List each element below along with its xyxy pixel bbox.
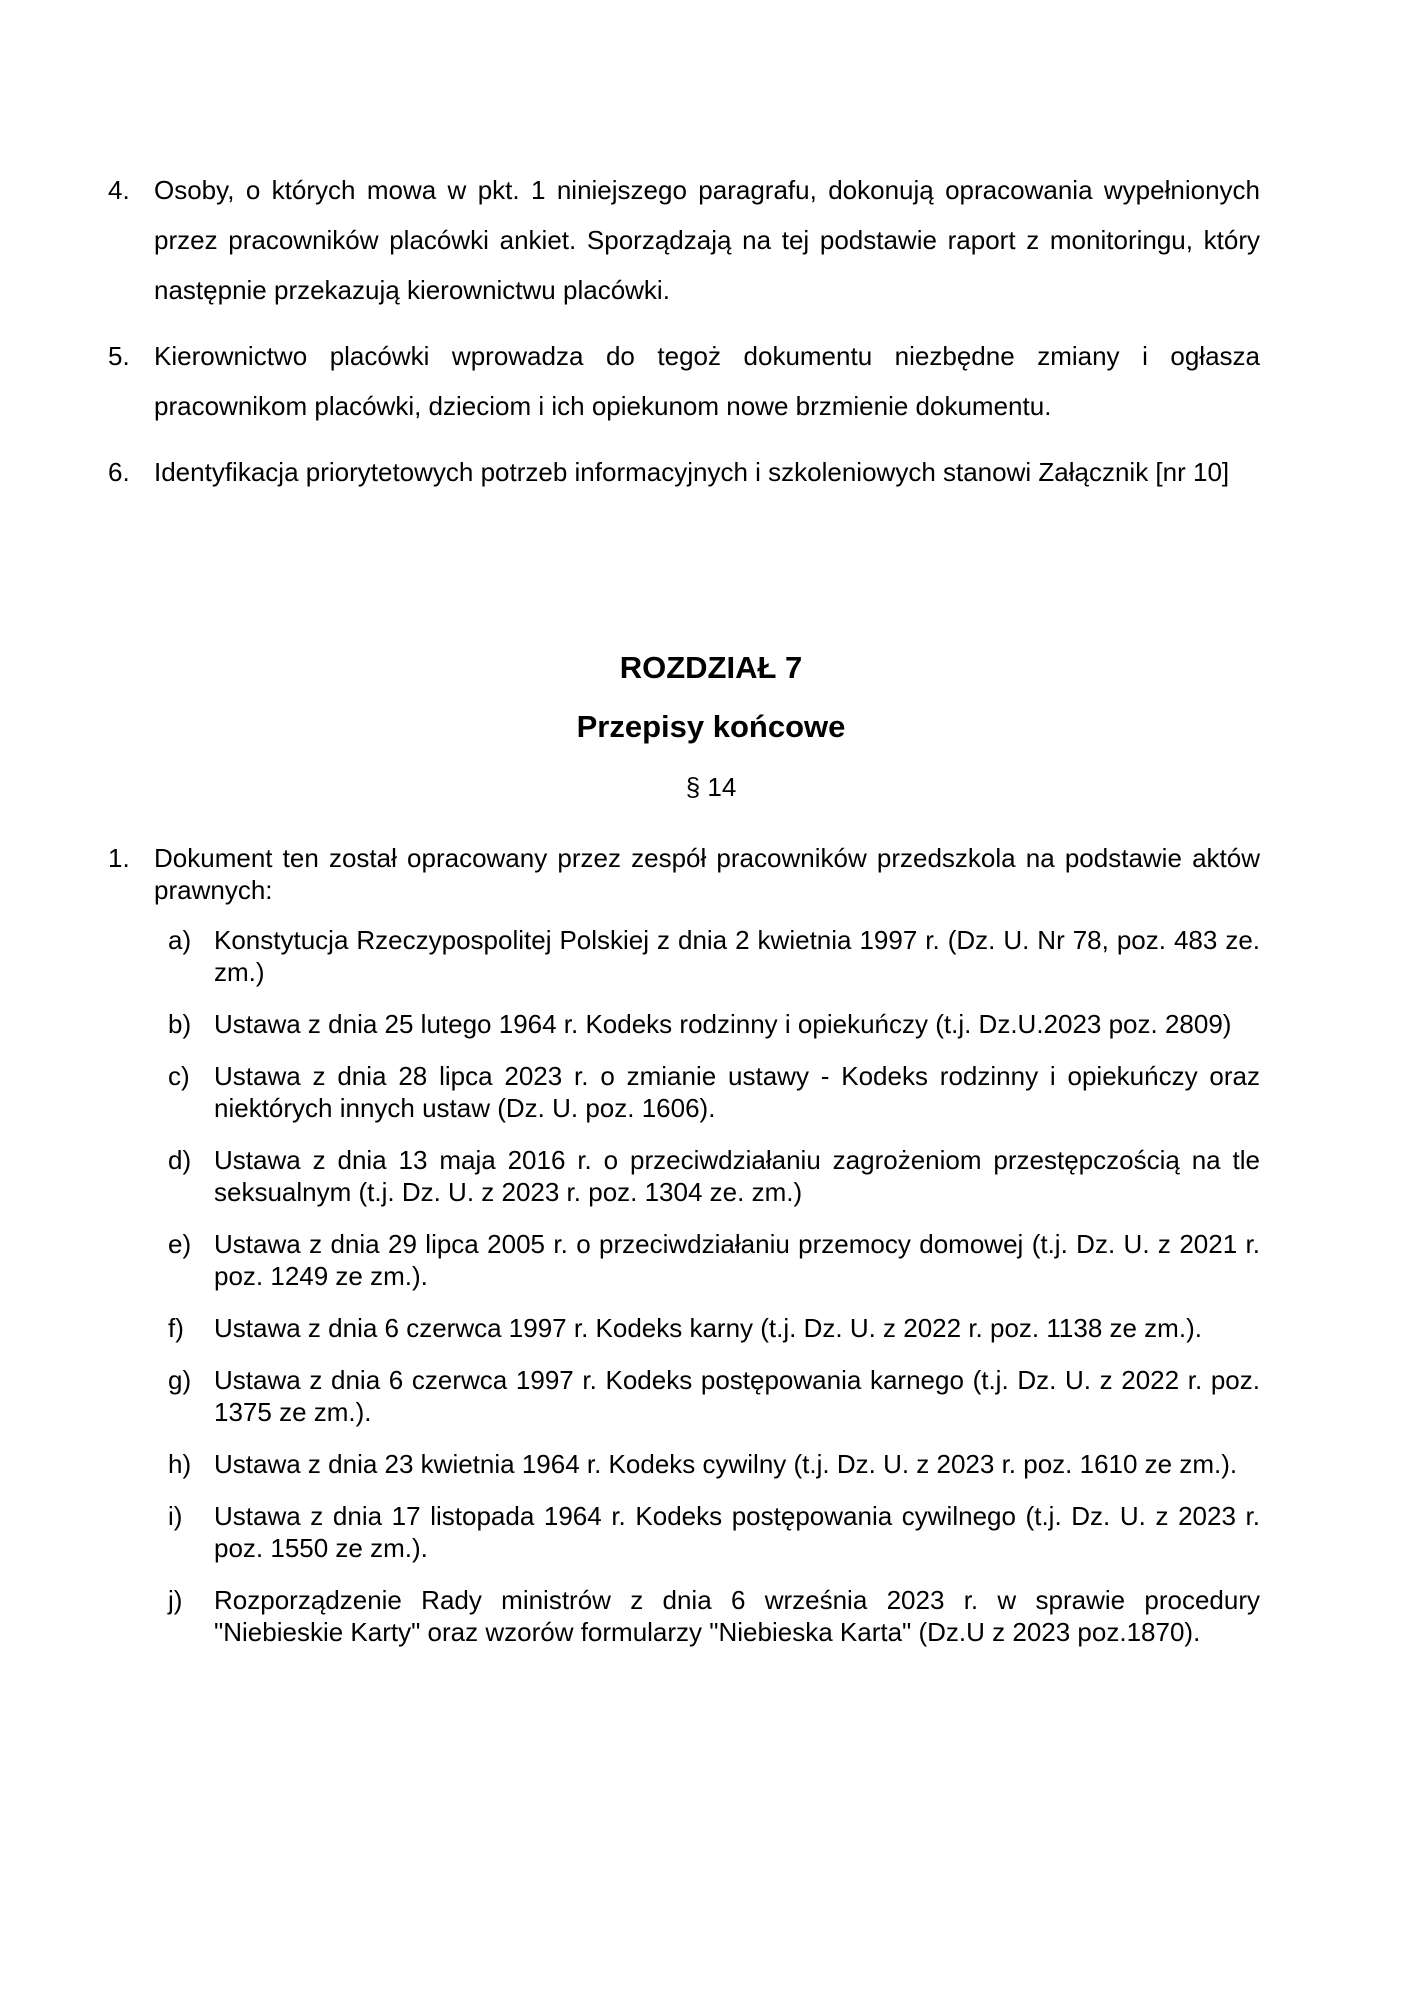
section-number: § 14 bbox=[685, 772, 737, 802]
sub-item-g bbox=[108, 1364, 1260, 1428]
sub-item-h bbox=[108, 1448, 1260, 1480]
sub-item-text: Ustawa z dnia 25 lutego 1964 r. Kodeks rodzinny i opiekuńczy (t.j. Dz.U.2023 poz. 2809) bbox=[214, 1009, 1232, 1039]
sub-item-a bbox=[108, 924, 1260, 988]
sub-item-letter: e) bbox=[168, 1229, 192, 1259]
sub-item-letter: h) bbox=[168, 1449, 192, 1479]
sub-item-letter: f) bbox=[168, 1313, 184, 1343]
top-numbered-list bbox=[108, 165, 1260, 513]
chapter-title: ROZDZIAŁ 7 bbox=[619, 650, 803, 685]
sub-item-e bbox=[108, 1228, 1260, 1292]
sub-item-i bbox=[108, 1500, 1260, 1564]
list-item-4 bbox=[108, 165, 1260, 315]
list-number: 4. bbox=[108, 175, 130, 205]
sub-item-d bbox=[108, 1144, 1260, 1208]
chapter-subtitle: Przepisy końcowe bbox=[576, 709, 846, 744]
sub-item-text: Ustawa z dnia 13 maja 2016 r. o przeciwdziałaniu zagrożeniom przestępczością na tle seksualnym (t.j. Dz. U. z 2023 r. poz. 1304 ze. zm.) bbox=[214, 1145, 1260, 1207]
sub-item-text: Rozporządzenie Rady ministrów z dnia 6 września 2023 r. w sprawie procedury "Niebieskie Karty" oraz wzorów formularzy "Niebieska Karta" (Dz.U z 2023 poz.1870). bbox=[214, 1585, 1260, 1647]
sub-item-c bbox=[108, 1060, 1260, 1124]
list-number: 1. bbox=[108, 843, 130, 873]
sub-item-letter: i) bbox=[168, 1501, 183, 1531]
sub-item-letter: a) bbox=[168, 925, 192, 955]
sub-item-j bbox=[108, 1584, 1260, 1648]
sub-item-text: Ustawa z dnia 29 lipca 2005 r. o przeciwdziałaniu przemocy domowej (t.j. Dz. U. z 2021 r. poz. 1249 ze zm.). bbox=[214, 1229, 1260, 1291]
list-item-text: Kierownictwo placówki wprowadza do tegoż dokumentu niezbędne zmiany i ogłasza pracownikom placówki, dzieciom i ich opiekunom nowe brzmienie dokumentu. bbox=[154, 341, 1260, 421]
list-item-text: Dokument ten został opracowany przez zespół pracowników przedszkola na podstawie aktów prawnych: bbox=[154, 843, 1260, 905]
sub-item-letter: d) bbox=[168, 1145, 192, 1175]
list-number: 6. bbox=[108, 457, 130, 487]
sub-item-text: Ustawa z dnia 23 kwietnia 1964 r. Kodeks cywilny (t.j. Dz. U. z 2023 r. poz. 1610 ze zm.). bbox=[214, 1449, 1238, 1479]
sub-item-text: Ustawa z dnia 6 czerwca 1997 r. Kodeks karny (t.j. Dz. U. z 2022 r. poz. 1138 ze zm.). bbox=[214, 1313, 1202, 1343]
sub-item-f bbox=[108, 1312, 1260, 1344]
sub-item-letter: j) bbox=[168, 1585, 183, 1615]
sub-item-letter: b) bbox=[168, 1009, 192, 1039]
sub-item-text: Ustawa z dnia 6 czerwca 1997 r. Kodeks postępowania karnego (t.j. Dz. U. z 2022 r. poz. 1375 ze zm.). bbox=[214, 1365, 1260, 1427]
list-item-6 bbox=[108, 447, 1260, 497]
sub-item-text: Konstytucja Rzeczypospolitej Polskiej z dnia 2 kwietnia 1997 r. (Dz. U. Nr 78, poz. 483 ze. zm.) bbox=[214, 925, 1260, 987]
legal-acts-list bbox=[108, 924, 1260, 1648]
list-number: 5. bbox=[108, 341, 130, 371]
sub-item-text: Ustawa z dnia 28 lipca 2023 r. o zmianie ustawy - Kodeks rodzinny i opiekuńczy oraz niektórych innych ustaw (Dz. U. poz. 1606). bbox=[214, 1061, 1260, 1123]
main-list-item-1 bbox=[108, 842, 1260, 1668]
list-item-text: Identyfikacja priorytetowych potrzeb informacyjnych i szkoleniowych stanowi Załącznik [nr 10] bbox=[154, 457, 1230, 487]
list-item-text: Osoby, o których mowa w pkt. 1 niniejszego paragrafu, dokonują opracowania wypełnionych przez pracowników placówki ankiet. Sporządzają na tej podstawie raport z monitoringu, który następnie przekazują kierownictwu placówki. bbox=[154, 175, 1260, 305]
sub-item-letter: c) bbox=[168, 1061, 190, 1091]
list-item-5 bbox=[108, 331, 1260, 431]
sub-item-b bbox=[108, 1008, 1260, 1040]
sub-item-letter: g) bbox=[168, 1365, 192, 1395]
sub-item-text: Ustawa z dnia 17 listopada 1964 r. Kodeks postępowania cywilnego (t.j. Dz. U. z 2023 r. poz. 1550 ze zm.). bbox=[214, 1501, 1260, 1563]
